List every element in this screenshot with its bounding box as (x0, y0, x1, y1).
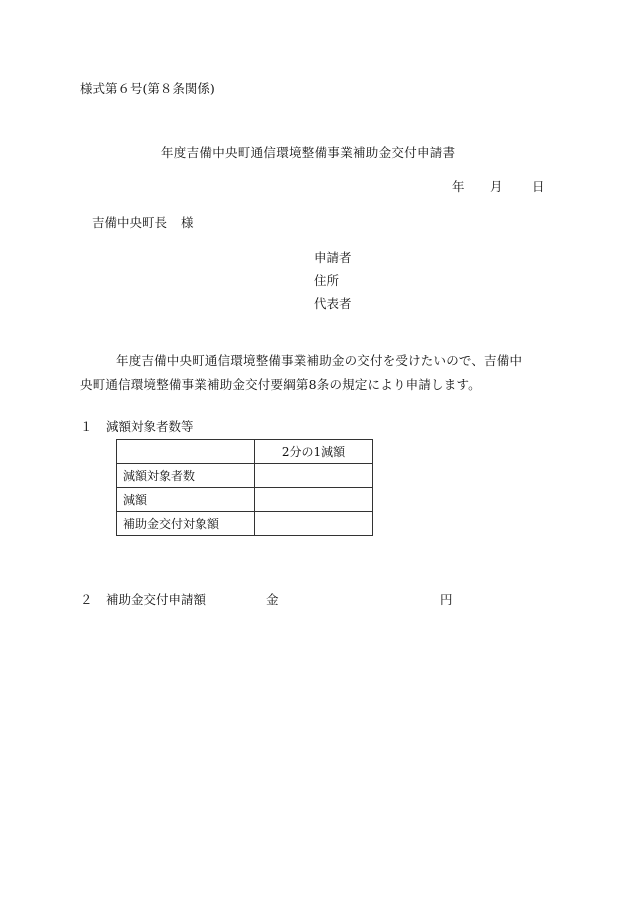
date-day-label: 日 (532, 179, 545, 194)
addressee (92, 217, 194, 230)
section-1-number: １ (80, 419, 93, 434)
section-1-heading (80, 421, 194, 434)
reduction-table (116, 439, 373, 536)
body-line-2: 央町通信環境整備事業補助金交付要綱第8条の規定により申請します。 (80, 376, 481, 392)
section-2-heading (80, 592, 453, 607)
amount-unit: 円 (440, 592, 453, 607)
applicant-address-label: 住所 (314, 273, 340, 288)
body-paragraph (80, 349, 522, 396)
body-line-1: 年度吉備中央町通信環境整備事業補助金の交付を受けたいので、吉備中 (116, 353, 523, 368)
applicant-label: 申請者 (314, 250, 352, 265)
applicant-representative-label: 代表者 (314, 296, 352, 311)
table-row (117, 464, 373, 488)
table-row (117, 512, 373, 536)
table-row-label: 補助金交付対象額 (117, 512, 255, 536)
section-2-title: 補助金交付申請額 (106, 592, 207, 607)
amount-prefix: 金 (266, 592, 279, 607)
section-1-title: 減額対象者数等 (106, 419, 194, 434)
table-header-row (117, 440, 373, 464)
date-line (452, 181, 545, 194)
section-2-number: ２ (80, 592, 93, 607)
document-title: 年度吉備中央町通信環境整備事業補助金交付申請書 (161, 145, 456, 160)
addressee-honorific: 様 (181, 215, 194, 230)
date-year-label: 年 (452, 179, 465, 194)
date-month-label: 月 (490, 179, 503, 194)
table-row (117, 488, 373, 512)
addressee-name: 吉備中央町長 (92, 215, 168, 230)
table-header-cell (117, 440, 255, 464)
table-header-cell: 2分の1減額 (255, 440, 373, 464)
table-row-label: 減額 (117, 488, 255, 512)
applicant-block (314, 252, 352, 321)
table-cell-value (255, 464, 373, 488)
form-number: 様式第６号(第８条関係) (80, 81, 215, 96)
table-row-label: 減額対象者数 (117, 464, 255, 488)
table-cell-value (255, 488, 373, 512)
table-cell-value (255, 512, 373, 536)
